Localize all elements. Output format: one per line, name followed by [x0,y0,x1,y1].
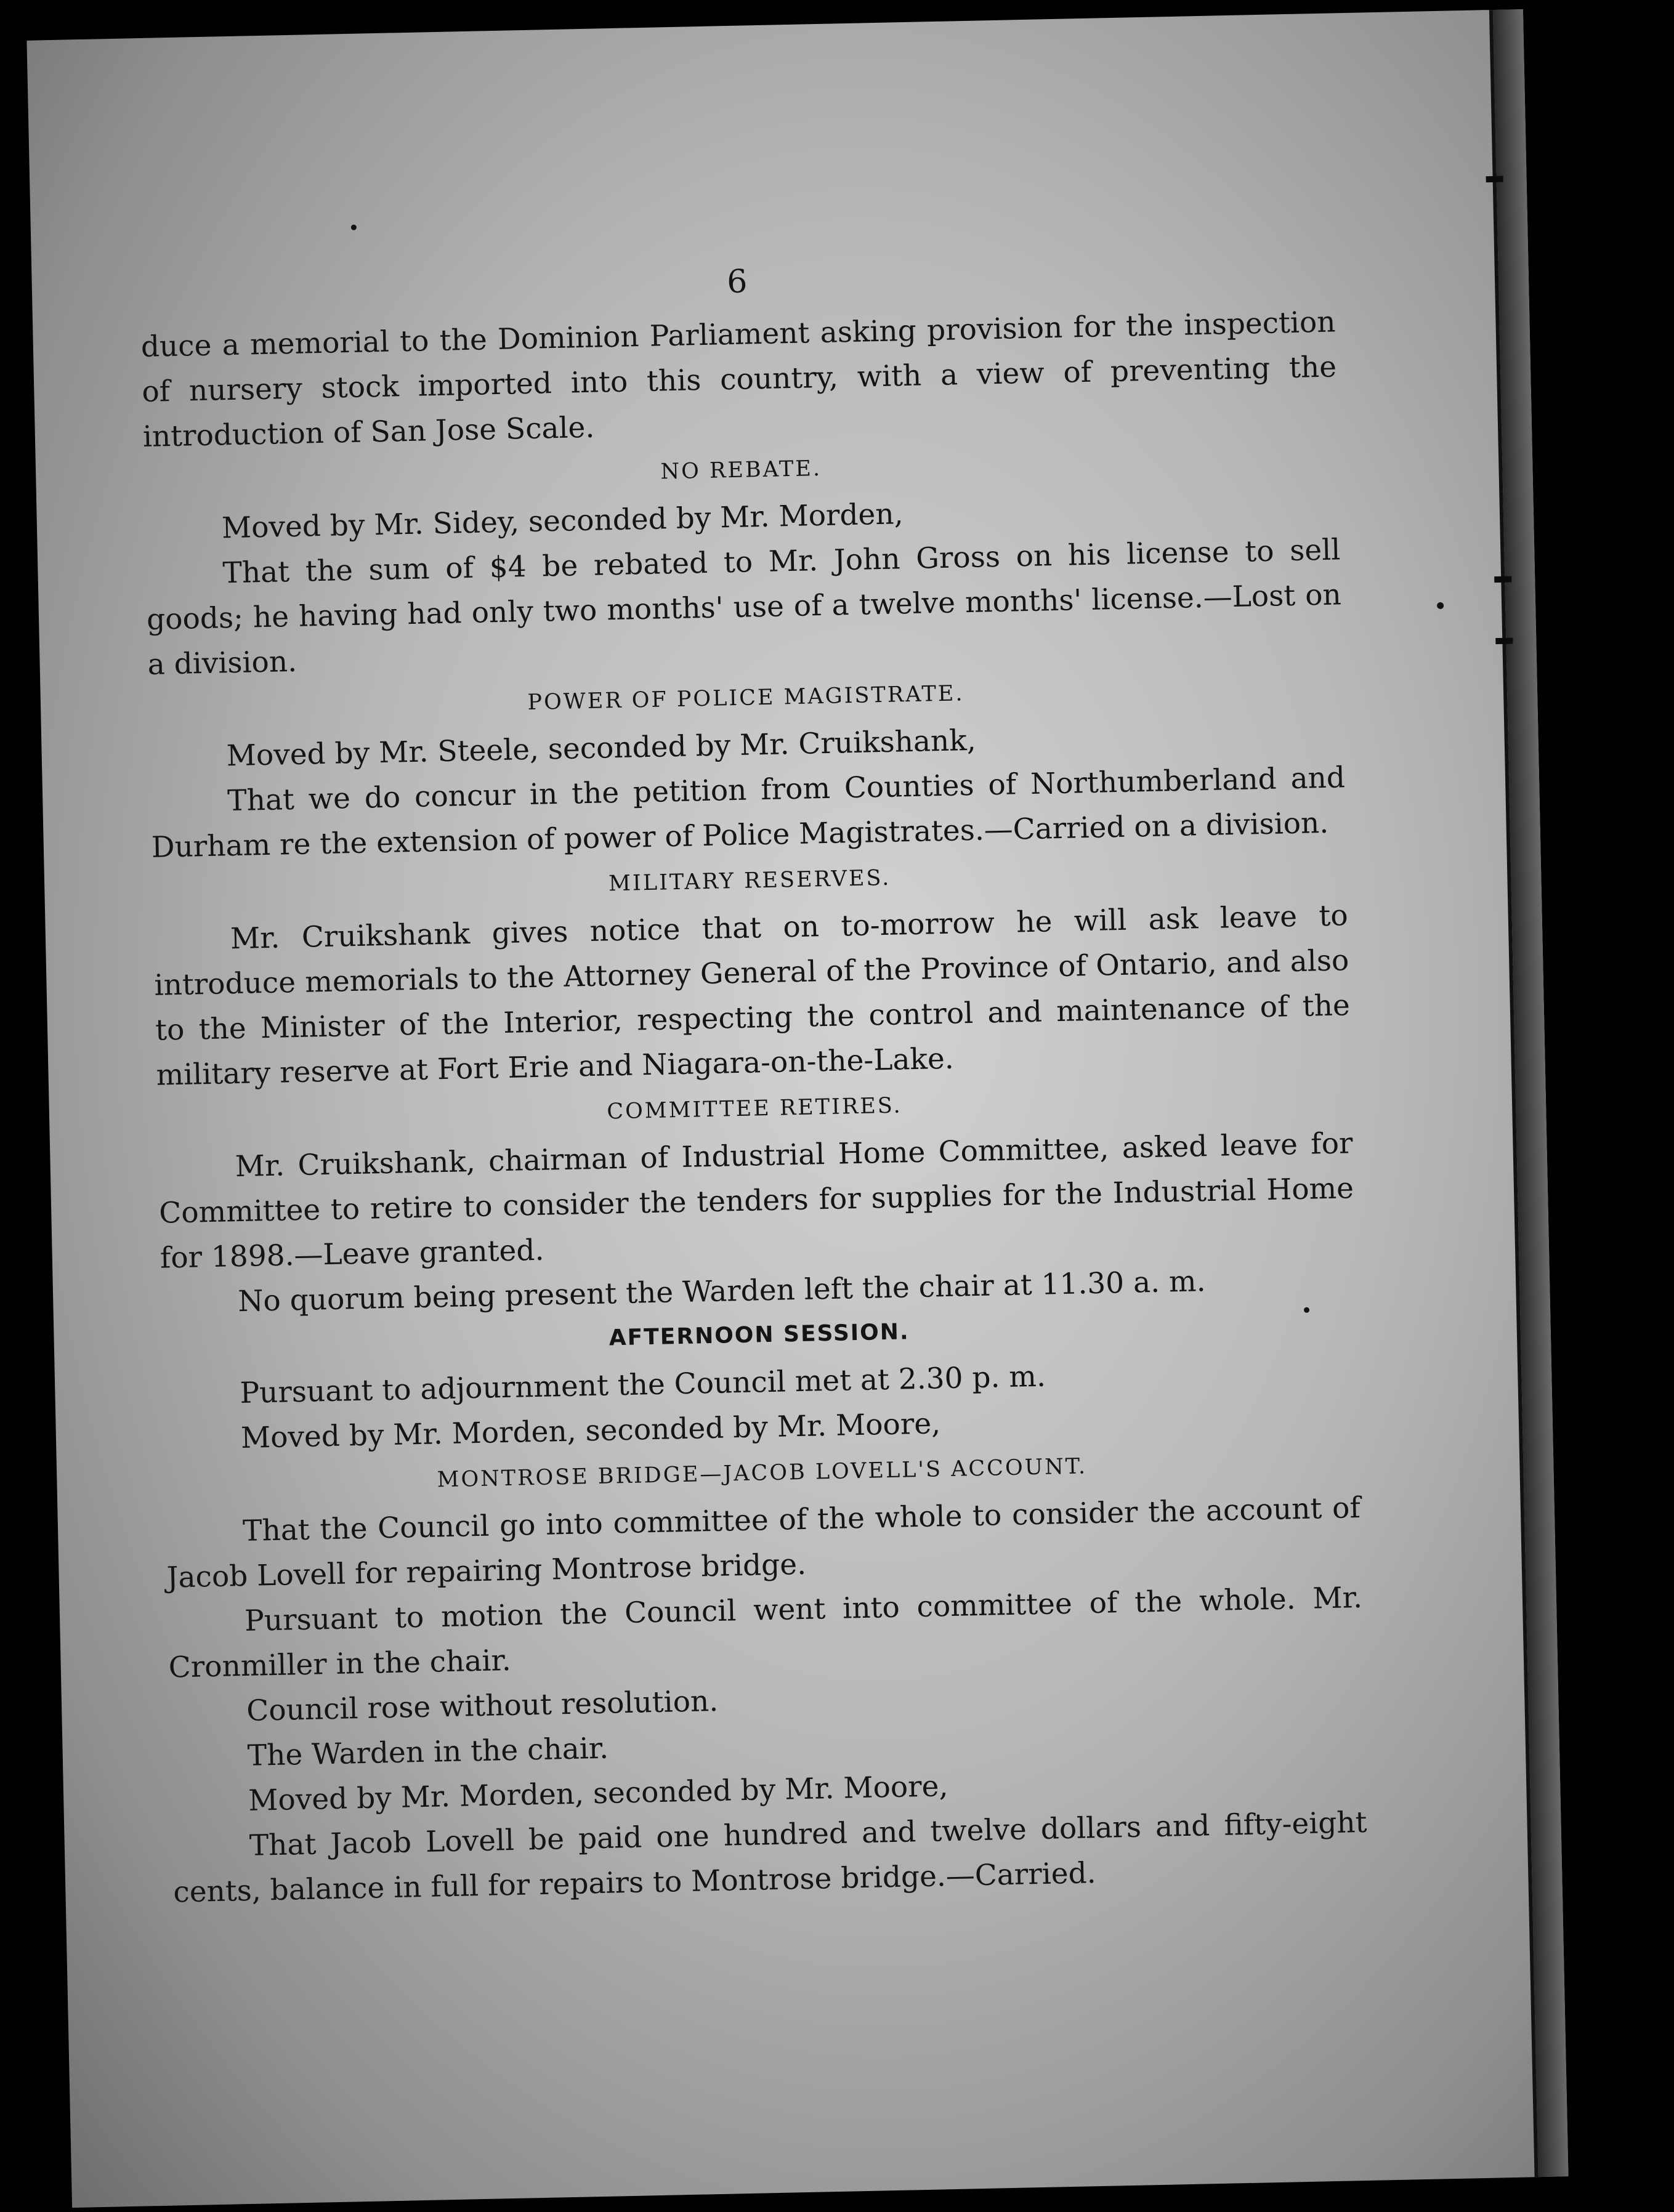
motion-text: That we do concur in the petition from Counties of Northumberland and Durham re the extension of power of Police Magistrates.—Carried on a division. [151,761,1346,865]
section-heading: MONTROSE BRIDGE—JACOB LOVELL'S ACCOUNT. [437,1454,1088,1493]
binding-mark [1494,576,1511,583]
afternoon-session-heading: AFTERNOON SESSION. [609,1319,910,1351]
motion-text: That the sum of $4 be rebated to Mr. John Gross on his license to sell goods; he having had only two months' use of a twelve months' license.—Lost on a division. [146,533,1342,682]
section-heading: POWER OF POLICE MAGISTRATE. [527,681,964,716]
section-heading: NO REBATE. [660,456,822,485]
notice-text: Mr. Cruikshank gives notice that on to-morrow he will ask leave to introduce memorials to the Attorney General of the Province of Ontario, and also to the Minister of the Interior, respecting the control and maintenance of the military reserve at Fort Erie and Niagara-on-the-Lake. [154,898,1351,1092]
no-quorum-text: No quorum being present the Warden left the chair at 11.30 a. m. [237,1264,1207,1319]
print-speck [1437,602,1444,609]
motion-line: Moved by Mr. Steele, seconded by Mr. Cruikshank, [226,723,977,773]
section-heading: COMMITTEE RETIRES. [606,1093,903,1124]
warden-text: The Warden in the chair. [247,1731,609,1773]
print-speck [351,225,357,230]
binding-mark [1495,638,1513,645]
section-heading: MILITARY RESERVES. [608,865,891,897]
council-rose-text: Council rose without resolution. [246,1684,719,1728]
motion-line: Moved by Mr. Morden, seconded by Mr. Moore, [240,1407,941,1456]
document-text [139,247,1368,1915]
page-number: 6 [726,263,748,301]
motion-line: Moved by Mr. Morden, seconded by Mr. Moore, [248,1769,948,1818]
committee-text: Pursuant to motion the Council went into committee of the whole. Mr. Cronmiller in the chair. [168,1580,1363,1685]
intro-paragraph: duce a memorial to the Dominion Parliament asking provision for the inspection of nursery stock imported into this country, with a view of preventing the introduction of San Jose Scale. [140,305,1337,454]
motion-line: Moved by Mr. Sidey, seconded by Mr. Morden, [221,497,904,546]
adjournment-text: Pursuant to adjournment the Council met at 2.30 p. m. [239,1359,1046,1411]
document-page [26,9,1568,2208]
committee-text: Mr. Cruikshank, chairman of Industrial Home Committee, asked leave for Committee to retire to consider the tenders for supplies for the Industrial Home for 1898.—Leave granted. [158,1126,1354,1275]
motion-text: That the Council go into committee of the whole to consider the account of Jacob Lovell for repairing Montrose bridge. [166,1491,1361,1595]
binding-mark [1486,176,1503,183]
motion-text: That Jacob Lovell be paid one hundred and twelve dollars and fifty-eight cents, balance in full for repairs to Montrose bridge.—Carried. [172,1805,1368,1910]
